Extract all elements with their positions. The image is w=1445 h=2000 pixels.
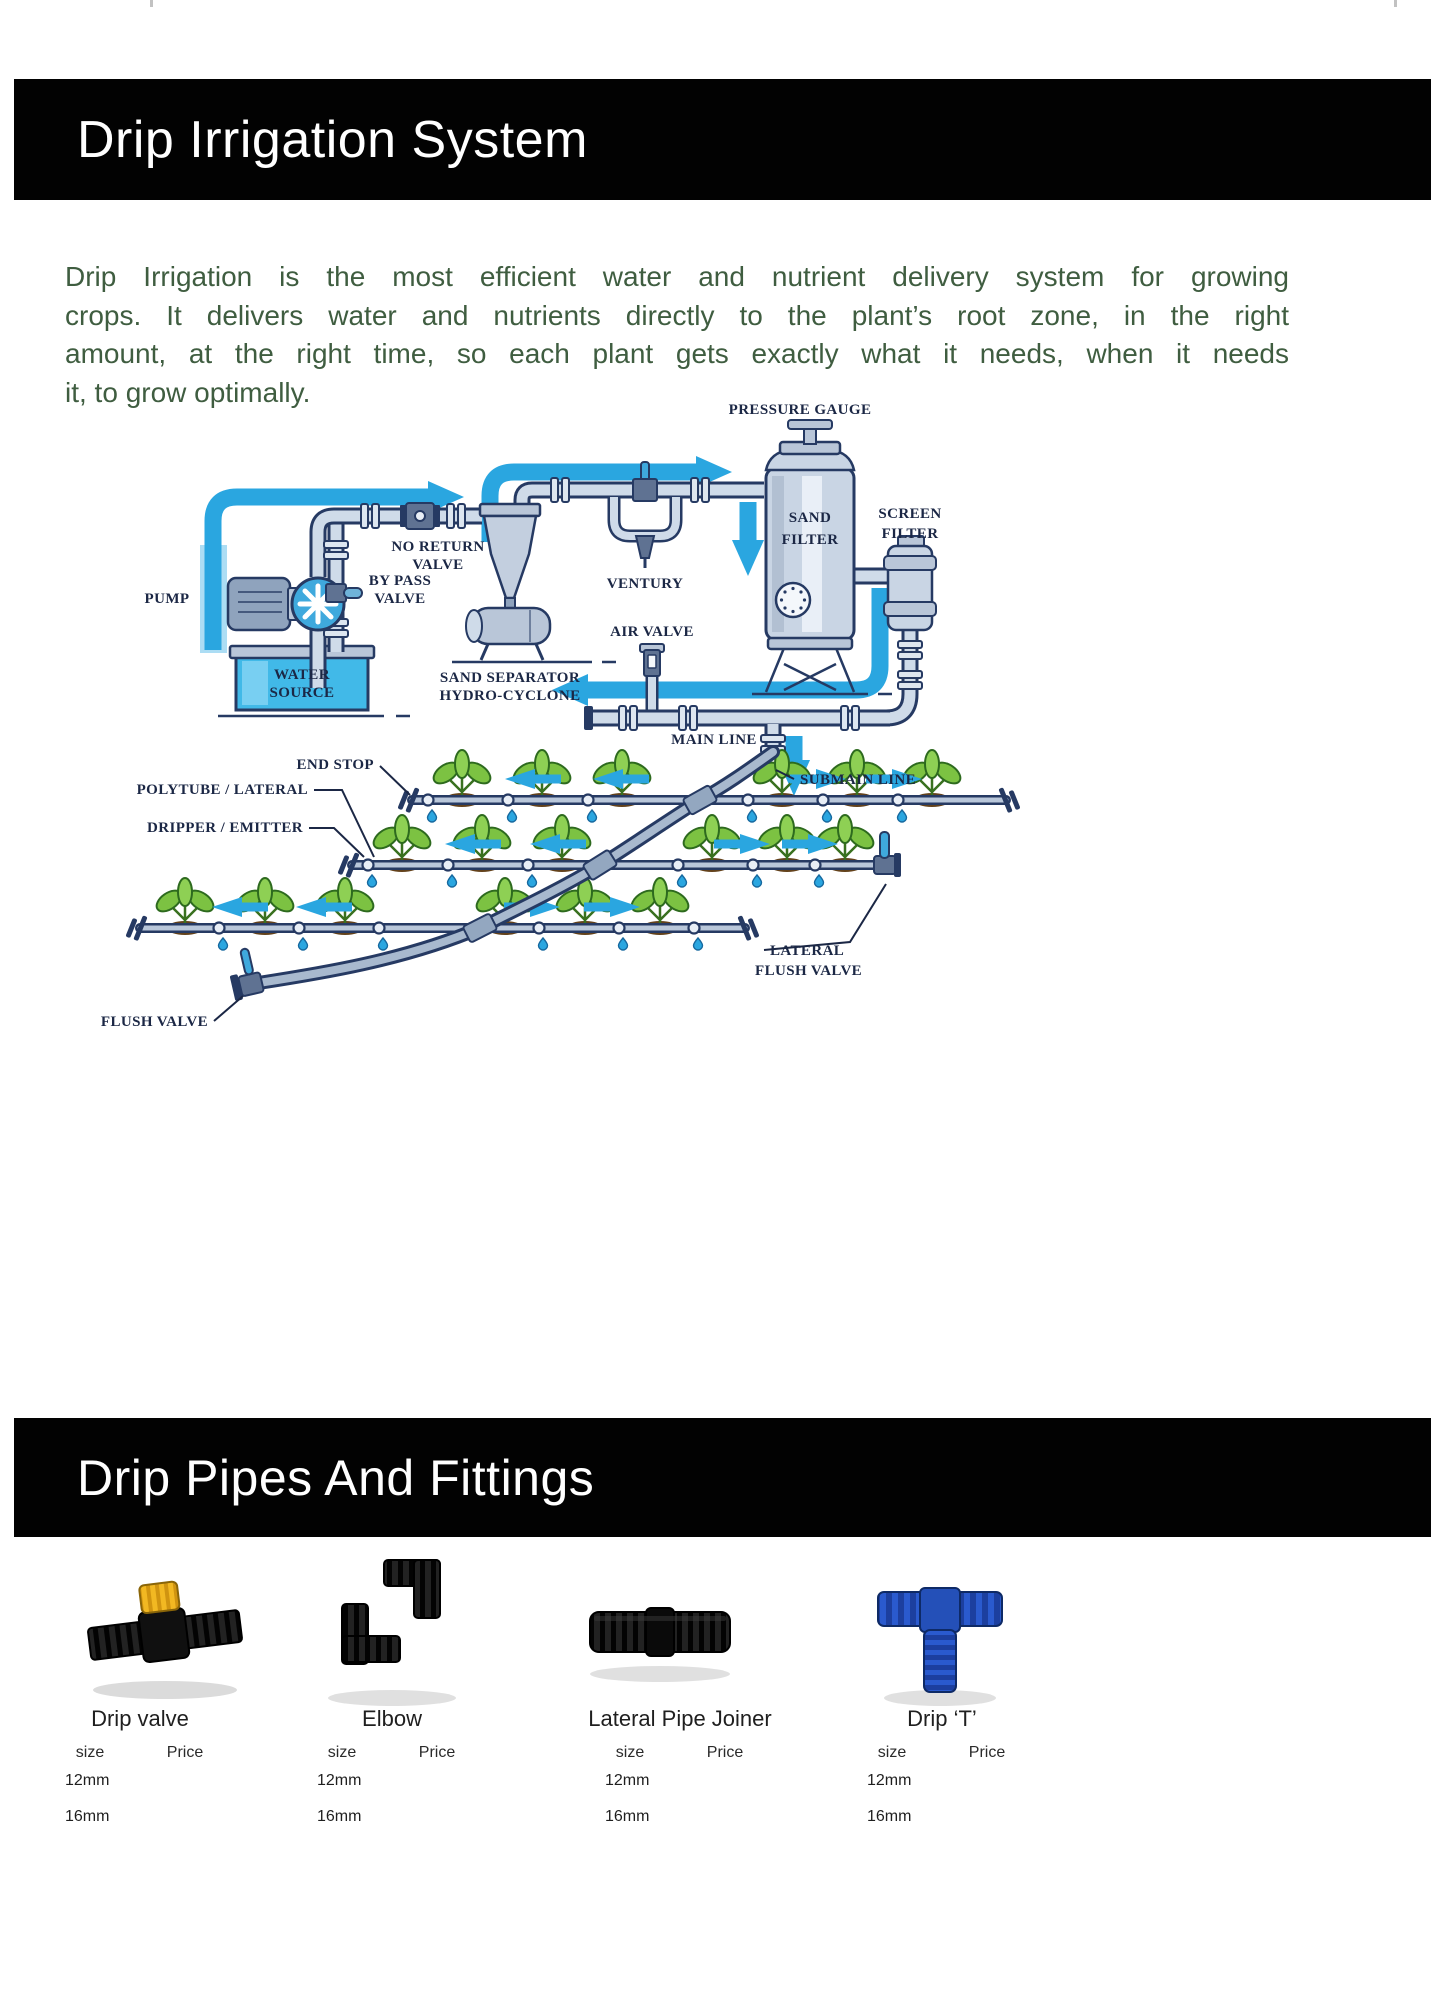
header-banner-fittings bbox=[14, 1418, 1431, 1537]
price-column-header: Price bbox=[418, 1744, 456, 1761]
label-no-return-valve: VALVE bbox=[412, 557, 464, 573]
product-image-elbow bbox=[328, 1560, 456, 1706]
label-sand-filter: FILTER bbox=[781, 532, 839, 548]
product-image-lateral-pipe-joiner bbox=[590, 1608, 730, 1682]
bypass-valve bbox=[326, 584, 362, 602]
product-name: Elbow bbox=[362, 1706, 422, 1731]
page-title: Drip Irrigation System bbox=[77, 110, 588, 169]
label-flush-valve: FLUSH VALVE bbox=[100, 1014, 208, 1030]
intro-line: it, to grow optimally. bbox=[65, 376, 311, 408]
sand-separator-hydrocyclone bbox=[466, 504, 550, 660]
price-column-header: Price bbox=[706, 1744, 744, 1761]
size-option: 16mm bbox=[605, 1808, 650, 1825]
size-option: 12mm bbox=[867, 1772, 912, 1789]
label-sand-separator: SAND SEPARATOR bbox=[439, 670, 581, 686]
label-dripper-emitter: DRIPPER / EMITTER bbox=[147, 820, 303, 836]
price-column-header: Price bbox=[968, 1744, 1006, 1761]
label-pump: PUMP bbox=[144, 591, 190, 607]
pressure-gauge bbox=[788, 420, 832, 444]
label-ventury: VENTURY bbox=[606, 576, 684, 592]
product-name: Lateral Pipe Joiner bbox=[588, 1706, 772, 1731]
flush-valve bbox=[224, 947, 264, 1001]
product-card-lateral-pipe-joiner bbox=[540, 1706, 820, 1866]
price-column-header: Price bbox=[166, 1744, 204, 1761]
product-card-elbow bbox=[252, 1706, 532, 1866]
intro-line: crops. It delivers water and nutrients directly to the plant’s root zone, in the right bbox=[65, 299, 1289, 331]
intro-line: Drip Irrigation is the most efficient water and nutrient delivery system for growing bbox=[65, 261, 1289, 292]
size-column-header: size bbox=[75, 1744, 105, 1761]
label-water-source: SOURCE bbox=[269, 685, 335, 701]
size-column-header: size bbox=[615, 1744, 645, 1761]
size-option: 16mm bbox=[867, 1808, 912, 1825]
intro-line: amount, at the right time, so each plant gets exactly what it needs, when it needs bbox=[65, 338, 1289, 369]
label-lateral-flush-valve: FLUSH VALVE bbox=[755, 963, 863, 979]
section-title: Drip Pipes And Fittings bbox=[77, 1449, 595, 1506]
product-name: Drip ‘T’ bbox=[907, 1706, 977, 1731]
size-option: 16mm bbox=[65, 1808, 110, 1825]
label-submain-line: SUBMAIN LINE bbox=[800, 772, 917, 788]
product-card-drip-valve bbox=[0, 1706, 280, 1866]
size-column-header: size bbox=[327, 1744, 357, 1761]
label-pressure-gauge: PRESSURE GAUGE bbox=[728, 402, 872, 418]
label-by-pass-valve: VALVE bbox=[374, 591, 426, 607]
size-option: 12mm bbox=[317, 1772, 362, 1789]
no-return-valve bbox=[400, 503, 440, 529]
label-screen-filter: SCREEN bbox=[878, 506, 942, 522]
label-screen-filter: FILTER bbox=[881, 526, 939, 542]
label-sand-filter: SAND bbox=[788, 510, 832, 526]
product-image-drip-valve bbox=[83, 1574, 243, 1699]
label-by-pass-valve: BY PASS bbox=[368, 573, 432, 589]
sand-filter-tank bbox=[766, 420, 854, 692]
product-name: Drip valve bbox=[91, 1706, 189, 1731]
label-water-source: WATER bbox=[274, 667, 330, 683]
lateral-flush-valve bbox=[874, 832, 901, 877]
label-end-stop: END STOP bbox=[296, 757, 374, 773]
label-air-valve: AIR VALVE bbox=[610, 624, 694, 640]
size-option: 12mm bbox=[65, 1772, 110, 1789]
product-card-drip-t bbox=[802, 1706, 1082, 1866]
label-sand-separator: HYDRO-CYCLONE bbox=[439, 688, 581, 704]
screen-filter-vessel bbox=[884, 536, 936, 630]
label-main-line: MAIN LINE bbox=[671, 732, 757, 748]
size-option: 12mm bbox=[605, 1772, 650, 1789]
product-image-drip-t bbox=[878, 1588, 1002, 1706]
size-column-header: size bbox=[877, 1744, 907, 1761]
label-no-return-valve: NO RETURN bbox=[391, 539, 485, 555]
air-valve bbox=[640, 644, 664, 676]
label-polytube-lateral: POLYTUBE / LATERAL bbox=[136, 782, 308, 798]
size-option: 16mm bbox=[317, 1808, 362, 1825]
label-lateral-flush-valve: LATERAL bbox=[770, 943, 845, 959]
